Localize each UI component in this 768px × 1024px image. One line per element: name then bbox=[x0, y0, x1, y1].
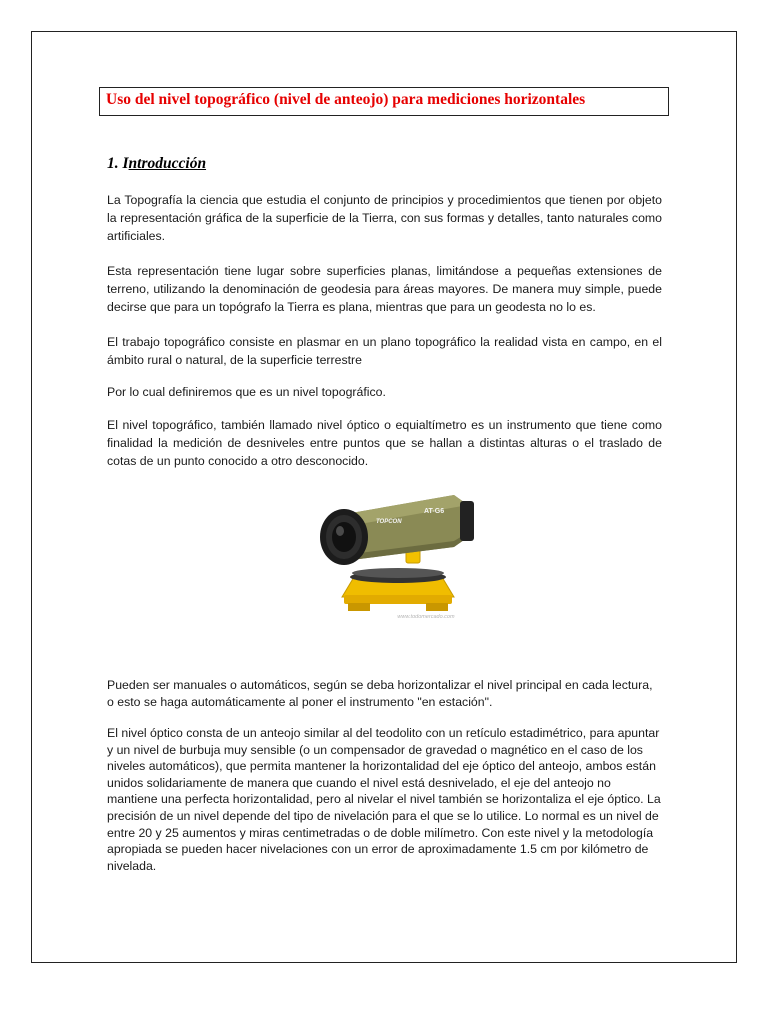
paragraph-5: El nivel topográfico, también llamado nivel óptico o equialtímetro es un instrumento que tiene como finalidad la medición de desniveles entre puntos que se hallan a distintas alturas o el traslado de cotas de un punto conocido a otro desconocido. bbox=[107, 418, 662, 468]
paragraph-7: El nivel óptico consta de un anteojo similar al del teodolito con un retículo estadimétrico, para apuntar y un nivel de burbuja muy sensible (o un compensador de gravedad o magnético en el caso de los niveles automáticos), que permita mantener la horizontalidad del eje óptico del anteojo, ambos están unidos solidariamente de manera que cuando el nivel está desnivelado, el eje del anteojo no mantiene una perfecta horizontalidad, pero al nivelar el nivel también se horizontaliza el eje óptico. La precisión de un nivel depende del tipo de nivelación para el que se lo utilice. Lo normal es un nivel de entre 20 y 25 aumentos y miras centimetradas o de doble milímetro. Con este nivel y la metodología apropiada se pueden hacer nivelaciones con un error de aproximadamente 1.5 cm por kilómetro de nivelada. bbox=[107, 726, 661, 873]
document-title bbox=[99, 87, 669, 116]
paragraph-2: Esta representación tiene lugar sobre superficies planas, limitándose a pequeñas extensiones de terreno, utilizando la denominación de geodesia para áreas mayores. De manera muy simple, puede decirse que para un topógrafo la Tierra es plana, mientras que para un geodesta no lo es. bbox=[107, 264, 662, 314]
image-watermark: www.todomercado.com bbox=[397, 614, 455, 620]
level-instrument-image bbox=[314, 485, 480, 623]
paragraph-4: Por lo cual definiremos que es un nivel topográfico. bbox=[107, 385, 386, 399]
instrument-model-label: AT-G6 bbox=[424, 508, 445, 515]
paragraph-1: La Topografía la ciencia que estudia el conjunto de principios y procedimientos que tienen por objeto la representación gráfica de la superficie de la Tierra, con sus formas y detalles, tanto naturales como artificiales. bbox=[107, 193, 662, 243]
document-title-text: Uso del nivel topográfico (nivel de anteojo) para mediciones horizontales bbox=[106, 91, 586, 108]
section-number: 1. I bbox=[107, 155, 129, 172]
section-title: ntroducción bbox=[128, 155, 207, 172]
paragraph-6: Pueden ser manuales o automáticos, según se deba horizontalizar el nivel principal en cada lectura, o esto se haga automáticamente al poner el instrumento "en estación". bbox=[107, 678, 653, 709]
instrument-brand-label: TOPCON bbox=[376, 519, 402, 525]
section-heading bbox=[107, 155, 206, 173]
paragraph-3: El trabajo topográfico consiste en plasmar en un plano topográfico la realidad vista en campo, en el ámbito rural o natural, de la superficie terrestre bbox=[107, 335, 662, 367]
